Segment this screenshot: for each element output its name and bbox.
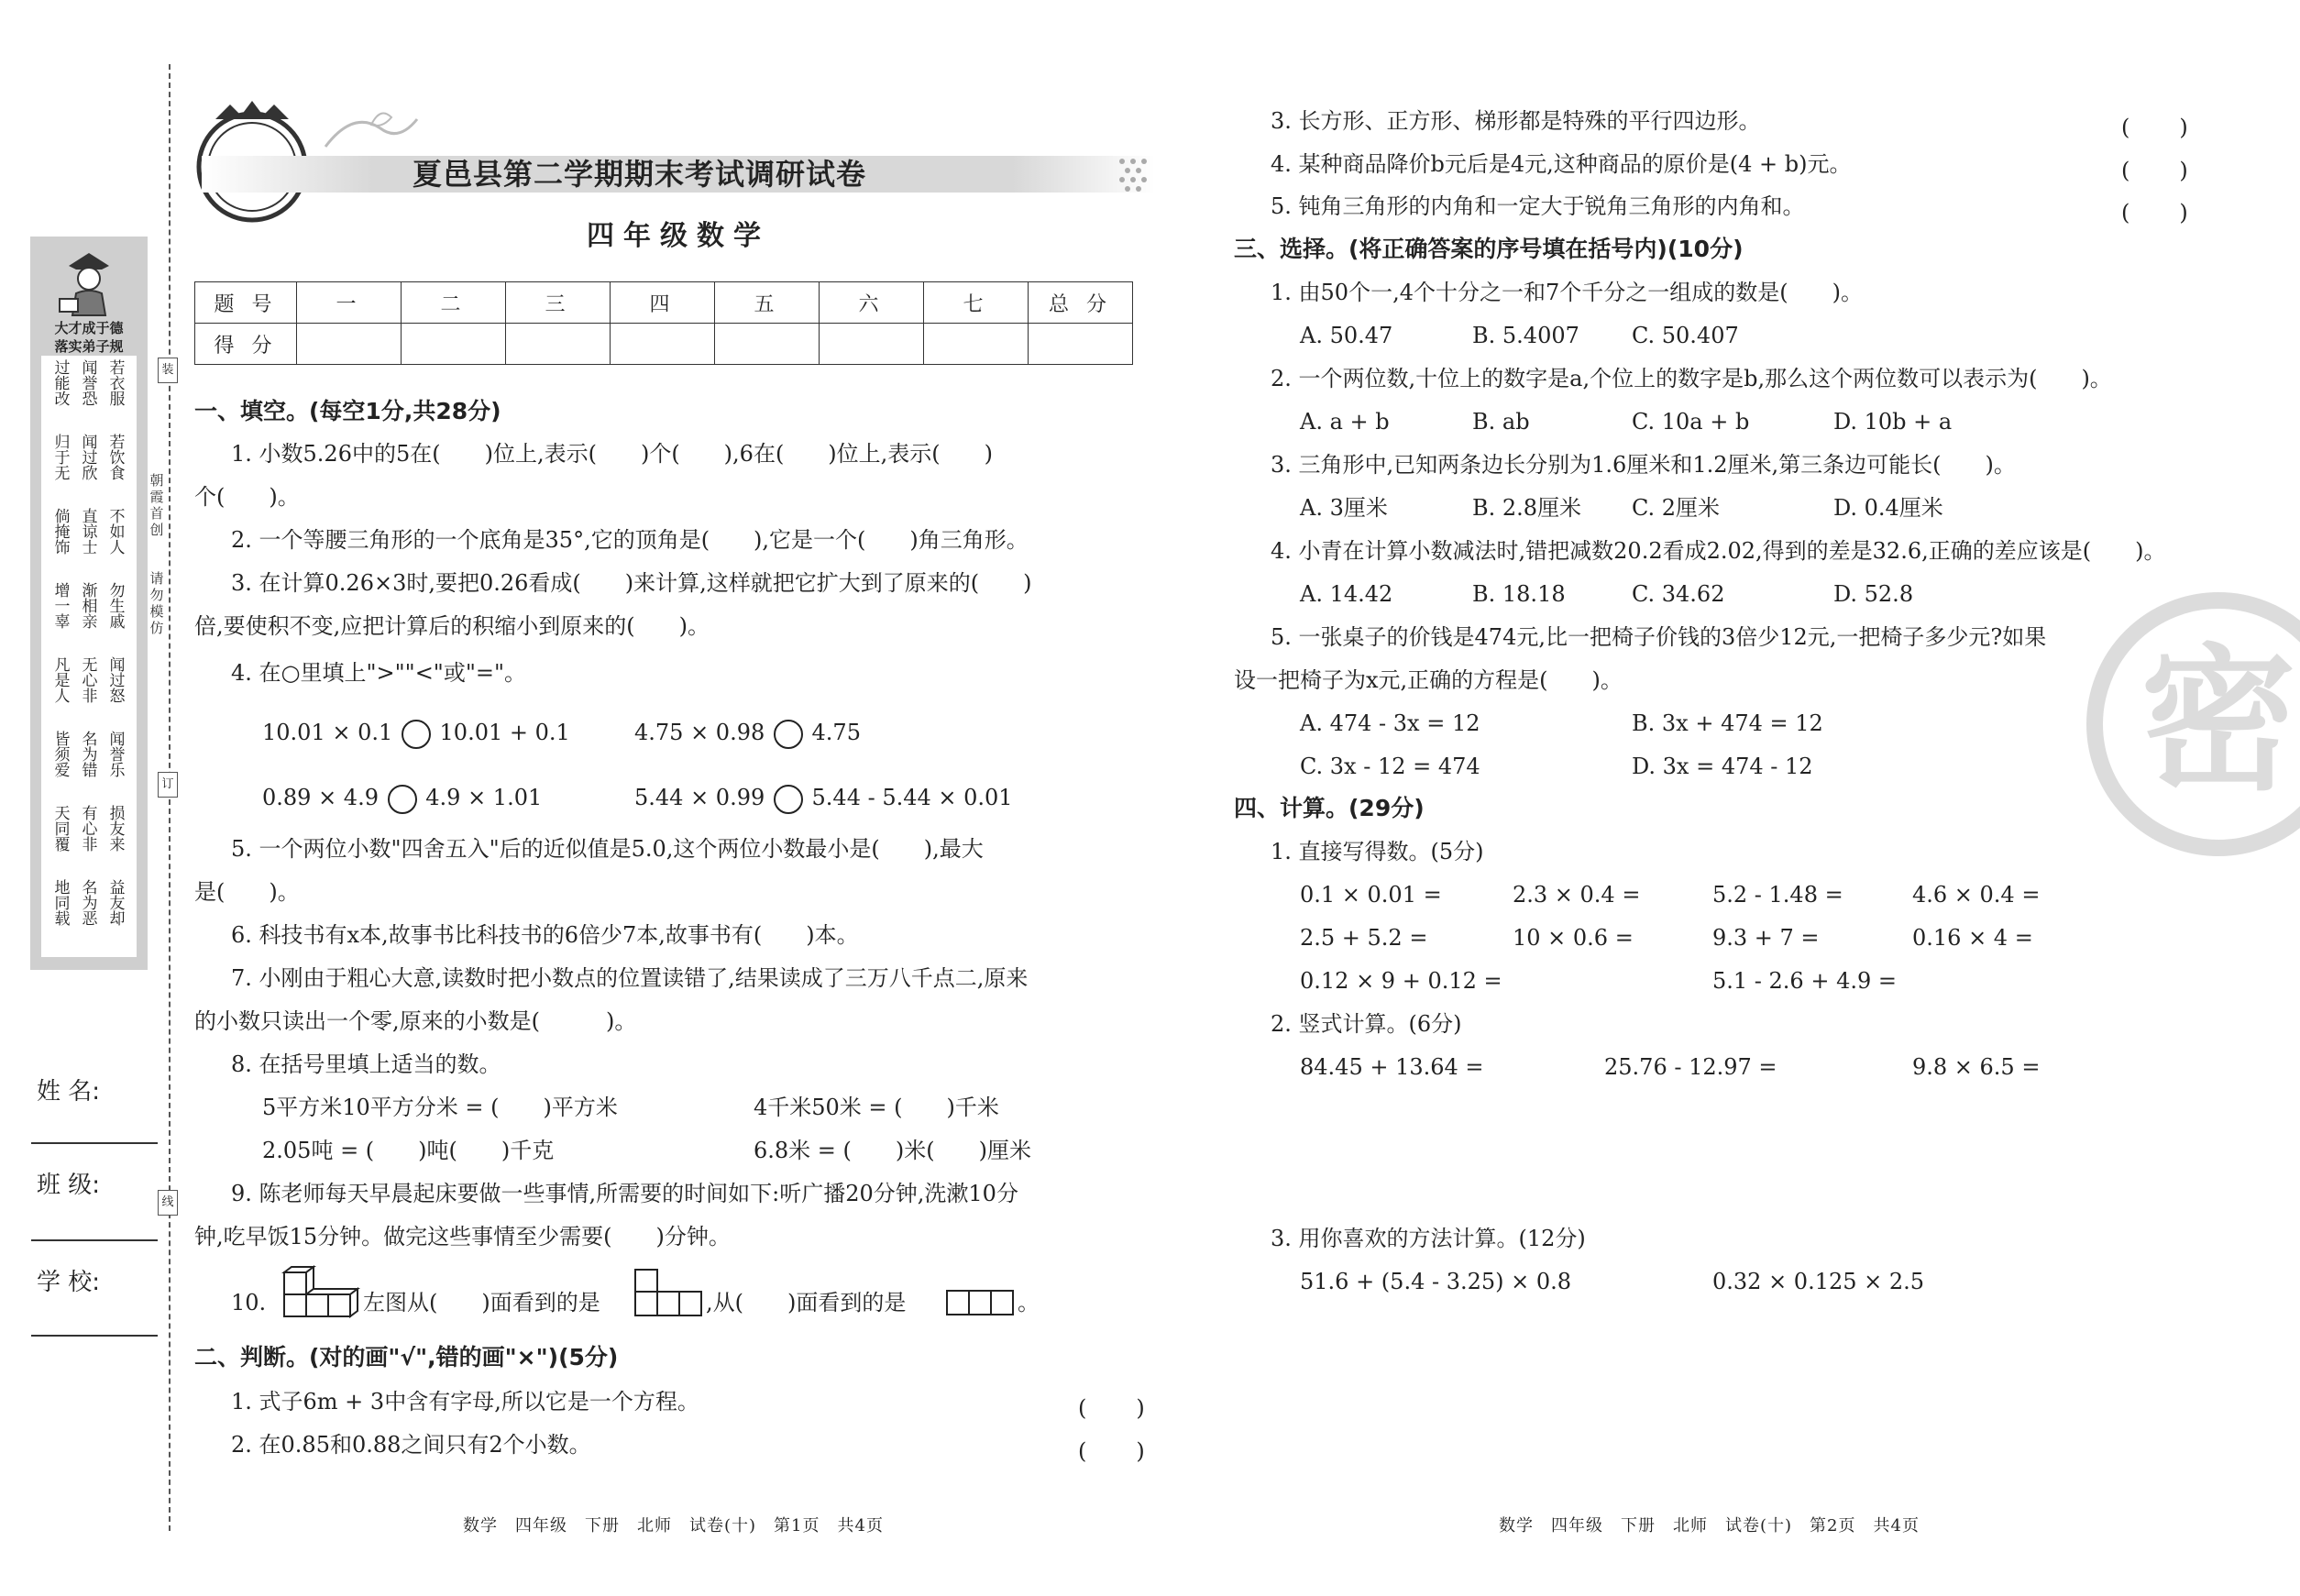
compare-circle[interactable]: [774, 785, 803, 814]
judge-5: 5. 钝角三角形的内角和一定大于锐角三角形的内角和。: [1271, 193, 1805, 219]
proverb-column: 闻过欣: [82, 434, 98, 483]
calc-1-title: 1. 直接写得数。(5分): [1271, 839, 1484, 864]
proverb-column: 倘掩饰: [54, 508, 71, 557]
method-calc-item: 0.32 × 0.125 × 2.5: [1712, 1269, 1925, 1294]
calc-3-title: 3. 用你喜欢的方法计算。(12分): [1271, 1226, 1586, 1251]
score-header-cell: 五: [715, 282, 820, 324]
question-3-line-1: 3. 在计算0.26×3时,要把0.26看成( )来计算,这样就把它扩大到了原来的( ): [231, 570, 1032, 596]
compare-2-left: 4.75 × 0.98: [634, 720, 765, 745]
proverb-column: 闻誉乐: [109, 731, 126, 780]
scholar-figure-icon: [52, 248, 126, 317]
answer-paren[interactable]: ( ): [2121, 200, 2190, 226]
calc-item: 5.2 - 1.48 =: [1712, 882, 1843, 908]
vertical-calc-item: 84.45 + 13.64 =: [1300, 1054, 1484, 1080]
compare-1-left: 10.01 × 0.1: [262, 720, 393, 745]
view-square: [990, 1290, 1014, 1315]
compare-3-left: 0.89 × 4.9: [262, 785, 379, 810]
question-7-line-2: 的小数只读出一个零,原来的小数是( )。: [194, 1008, 637, 1034]
vertical-note-1: 朝霞首创: [149, 472, 164, 538]
school-label: 学 校:: [37, 1269, 101, 1296]
proverb-column: 名为错: [82, 731, 98, 780]
proverb-column: 名为恶: [82, 879, 98, 929]
vertical-note-2: 请勿模仿: [149, 570, 164, 636]
question-9-line-2: 钟,吃早饭15分钟。做完这些事情至少需要( )分钟。: [194, 1224, 731, 1249]
compare-3-right: 4.9 × 1.01: [425, 785, 543, 810]
question-8-a: 5平方米10平方分米 = ( )平方米: [262, 1095, 618, 1120]
choice-5-option: D. 3x = 474 - 12: [1632, 754, 1813, 779]
score-header-cell: 三: [506, 282, 611, 324]
footer-page-2: 数学 四年级 下册 北师 试卷(十) 第2页 共4页: [1499, 1516, 1920, 1535]
school-line[interactable]: [31, 1335, 158, 1337]
question-5-line-2: 是( )。: [194, 879, 300, 905]
choice-1-option: B. 5.4007: [1472, 323, 1579, 348]
view-square: [634, 1291, 658, 1316]
compare-1-right: 10.01 + 0.1: [439, 720, 570, 745]
calc-item: 0.12 × 9 + 0.12 =: [1300, 968, 1502, 994]
question-3-line-2: 倍,要使积不变,应把计算后的积缩小到原来的( )。: [194, 613, 710, 639]
vertical-calc-item: 25.76 - 12.97 =: [1604, 1054, 1777, 1080]
answer-paren[interactable]: ( ): [2121, 158, 2190, 183]
question-10-text-a: 左图从( )面看到的是: [363, 1290, 600, 1315]
proverb-column: 过能改: [54, 359, 71, 409]
score-header-cell: 四: [611, 282, 715, 324]
proverb-column: 归于无: [54, 434, 71, 483]
score-row-label: 得 分: [195, 324, 297, 365]
compare-3: [262, 782, 542, 814]
question-1-line-2: 个( )。: [194, 484, 300, 510]
choice-4: 4. 小青在计算小数减法时,错把减数20.2看成2.02,得到的差是32.6,正确的差应该是( )。: [1271, 538, 2166, 564]
choice-3-option: B. 2.8厘米: [1472, 495, 1582, 521]
compare-circle[interactable]: [402, 720, 431, 749]
calc-item: 9.3 + 7 =: [1712, 925, 1820, 951]
proverb-column: 渐相亲: [82, 582, 98, 632]
choice-5-line-1: 5. 一张桌子的价钱是474元,比一把椅子价钱的3倍少12元,一把椅子多少元?如果: [1271, 624, 2047, 650]
calc-item: 0.1 × 0.01 =: [1300, 882, 1442, 908]
calc-item: 2.3 × 0.4 =: [1513, 882, 1641, 908]
proverb-column: 若衣服: [109, 359, 126, 409]
choice-2: 2. 一个两位数,十位上的数字是a,个位上的数字是b,那么这个两位数可以表示为( )。: [1271, 366, 2112, 391]
binding-mark-1: 装: [158, 358, 178, 383]
compare-4: [634, 782, 1013, 814]
score-cell[interactable]: [924, 324, 1029, 365]
view-square: [656, 1291, 680, 1316]
compare-4-right: 5.44 - 5.44 × 0.01: [811, 785, 1013, 810]
choice-2-option: B. ab: [1472, 409, 1530, 435]
choice-4-option: C. 34.62: [1632, 581, 1725, 607]
answer-paren[interactable]: ( ): [2121, 115, 2190, 140]
section-4-title: 四、计算。(29分): [1234, 795, 1425, 821]
choice-1-option: C. 50.407: [1632, 323, 1739, 348]
footer-page-1: 数学 四年级 下册 北师 试卷(十) 第1页 共4页: [463, 1516, 884, 1535]
ribbon-decoration-icon: [316, 101, 426, 156]
view-square: [968, 1290, 992, 1315]
confidential-seal: [2072, 587, 2300, 862]
vertical-calc-item: 9.8 × 6.5 =: [1912, 1054, 2041, 1080]
question-5-line-1: 5. 一个两位小数"四舍五入"后的近似值是5.0,这个两位小数最小是( ),最大: [231, 836, 984, 862]
choice-3: 3. 三角形中,已知两条边长分别为1.6厘米和1.2厘米,第三条边可能长( )。: [1271, 452, 2016, 478]
view-square: [678, 1291, 702, 1316]
score-cell[interactable]: [506, 324, 611, 365]
question-10-number: 10.: [231, 1290, 267, 1315]
question-10-text-c: 。: [1018, 1290, 1040, 1315]
compare-circle[interactable]: [774, 720, 803, 749]
choice-3-option: A. 3厘米: [1300, 495, 1388, 521]
score-cell[interactable]: [820, 324, 924, 365]
view-square: [946, 1290, 970, 1315]
choice-4-option: D. 52.8: [1833, 581, 1914, 607]
choice-2-option: A. a + b: [1300, 409, 1390, 435]
exam-subtitle: 四年级数学: [587, 220, 770, 252]
motto-panel: [30, 237, 148, 970]
choice-1: 1. 由50个一,4个十分之一和7个千分之一组成的数是( )。: [1271, 280, 1863, 305]
question-8-d: 6.8米 = ( )米( )厘米: [754, 1138, 1031, 1163]
score-header-cell: 总 分: [1029, 282, 1133, 324]
score-table-header-row: [195, 282, 1133, 324]
choice-4-option: B. 18.18: [1472, 581, 1566, 607]
binding-line: [169, 64, 171, 1531]
judge-4: 4. 某种商品降价b元后是4元,这种商品的原价是(4 + b)元。: [1271, 151, 1852, 177]
proverb-box: [41, 356, 137, 957]
choice-2-option: D. 10b + a: [1833, 409, 1953, 435]
proverb-column: 直谅士: [82, 508, 98, 557]
choice-1-option: A. 50.47: [1300, 323, 1393, 348]
compare-4-left: 5.44 × 0.99: [634, 785, 765, 810]
compare-2-right: 4.75: [811, 720, 861, 745]
question-1-line-1: 1. 小数5.26中的5在( )位上,表示( )个( ),6在( )位上,表示( ): [231, 441, 994, 467]
class-line[interactable]: [31, 1239, 158, 1241]
name-line[interactable]: [31, 1142, 158, 1144]
seal-char: 密: [2140, 631, 2297, 812]
calc-item: 2.5 + 5.2 =: [1300, 925, 1428, 951]
question-8-c: 2.05吨 = ( )吨( )千克: [262, 1138, 555, 1163]
score-header-cell: 七: [924, 282, 1029, 324]
proverb-column: 凡是人: [54, 656, 71, 706]
calc-item: 0.16 × 4 =: [1912, 925, 2033, 951]
dot-pattern-icon: [1117, 156, 1153, 193]
calc-item: 10 × 0.6 =: [1513, 925, 1634, 951]
motto-top: 大才成于德: [54, 320, 124, 336]
judge-3: 3. 长方形、正方形、梯形都是特殊的平行四边形。: [1271, 108, 1761, 134]
proverb-column: 若饮食: [109, 434, 126, 483]
calc-2-title: 2. 竖式计算。(6分): [1271, 1011, 1462, 1037]
question-6: 6. 科技书有x本,故事书比科技书的6倍少7本,故事书有( )本。: [231, 922, 859, 948]
cube-figure: [273, 1265, 365, 1322]
proverb-column: 有心非: [82, 805, 98, 854]
calc-item: 4.6 × 0.4 =: [1912, 882, 2041, 908]
answer-paren[interactable]: ( ): [1078, 1438, 1147, 1464]
score-table-score-row: [195, 324, 1133, 365]
proverb-column: 损友来: [109, 805, 126, 854]
choice-5-option: A. 474 - 3x = 12: [1300, 710, 1480, 736]
proverb-column: 天同覆: [54, 805, 71, 854]
score-header-cell: 一: [297, 282, 402, 324]
score-header-cell: 六: [820, 282, 924, 324]
binding-mark-3: 线: [158, 1190, 178, 1216]
score-header-cell: 二: [402, 282, 506, 324]
choice-2-option: C. 10a + b: [1632, 409, 1750, 435]
question-7-line-1: 7. 小刚由于粗心大意,读数时把小数点的位置读错了,结果读成了三万八千点二,原来: [231, 965, 1029, 991]
proverb-column: 皆须爱: [54, 731, 71, 780]
section-1-title: 一、填空。(每空1分,共28分): [194, 398, 501, 424]
exam-title: 夏邑县第二学期期末考试调研试卷: [413, 157, 867, 192]
choice-3-option: C. 2厘米: [1632, 495, 1721, 521]
motto-bottom: 落实弟子规: [54, 338, 124, 355]
view-square: [634, 1269, 658, 1293]
name-label: 姓 名:: [37, 1078, 101, 1106]
section-3-title: 三、选择。(将正确答案的序号填在括号内)(10分): [1234, 236, 1744, 262]
proverb-column: 不如人: [109, 508, 126, 557]
proverb-column: 益友却: [109, 879, 126, 929]
proverb-column: 地同载: [54, 879, 71, 929]
question-9-line-1: 9. 陈老师每天早晨起床要做一些事情,所需要的时间如下:听广播20分钟,洗漱10分: [231, 1181, 1018, 1206]
question-4: 4. 在○里填上">""<"或"="。: [231, 660, 527, 686]
score-cell[interactable]: [297, 324, 402, 365]
compare-circle[interactable]: [388, 785, 417, 814]
section-2-title: 二、判断。(对的画"√",错的画"×")(5分): [194, 1344, 619, 1370]
choice-5-option: B. 3x + 474 = 12: [1632, 710, 1823, 736]
proverb-column: 无心非: [82, 656, 98, 706]
score-cell[interactable]: [715, 324, 820, 365]
proverb-column: 增一辜: [54, 582, 71, 632]
proverb-column: 勿生戚: [109, 582, 126, 632]
compare-2: [634, 717, 861, 749]
calc-item: 5.1 - 2.6 + 4.9 =: [1712, 968, 1897, 994]
score-cell[interactable]: [1029, 324, 1133, 365]
score-cell[interactable]: [402, 324, 506, 365]
question-8-b: 4千米50米 = ( )千米: [754, 1095, 999, 1120]
score-header-cell: 题 号: [195, 282, 297, 324]
judge-1: 1. 式子6m + 3中含有字母,所以它是一个方程。: [231, 1389, 699, 1414]
choice-5-line-2: 设一把椅子为x元,正确的方程是( )。: [1234, 667, 1623, 693]
choice-5-option: C. 3x - 12 = 474: [1300, 754, 1480, 779]
answer-paren[interactable]: ( ): [1078, 1395, 1147, 1421]
score-cell[interactable]: [611, 324, 715, 365]
judge-2: 2. 在0.85和0.88之间只有2个小数。: [231, 1432, 591, 1458]
class-label: 班 级:: [37, 1172, 101, 1199]
proverb-column: 闻过怒: [109, 656, 126, 706]
method-calc-item: 51.6 + (5.4 - 3.25) × 0.8: [1300, 1269, 1572, 1294]
proverb-column: 闻誉恐: [82, 359, 98, 409]
compare-1: [262, 717, 570, 749]
choice-4-option: A. 14.42: [1300, 581, 1393, 607]
question-8: 8. 在括号里填上适当的数。: [231, 1051, 501, 1077]
question-10-text-b: ,从( )面看到的是: [706, 1290, 907, 1315]
binding-mark-2: 订: [158, 772, 178, 798]
question-2: 2. 一个等腰三角形的一个底角是35°,它的顶角是( ),它是一个( )角三角形。: [231, 527, 1029, 553]
choice-3-option: D. 0.4厘米: [1833, 495, 1943, 521]
score-table: [194, 281, 1133, 365]
